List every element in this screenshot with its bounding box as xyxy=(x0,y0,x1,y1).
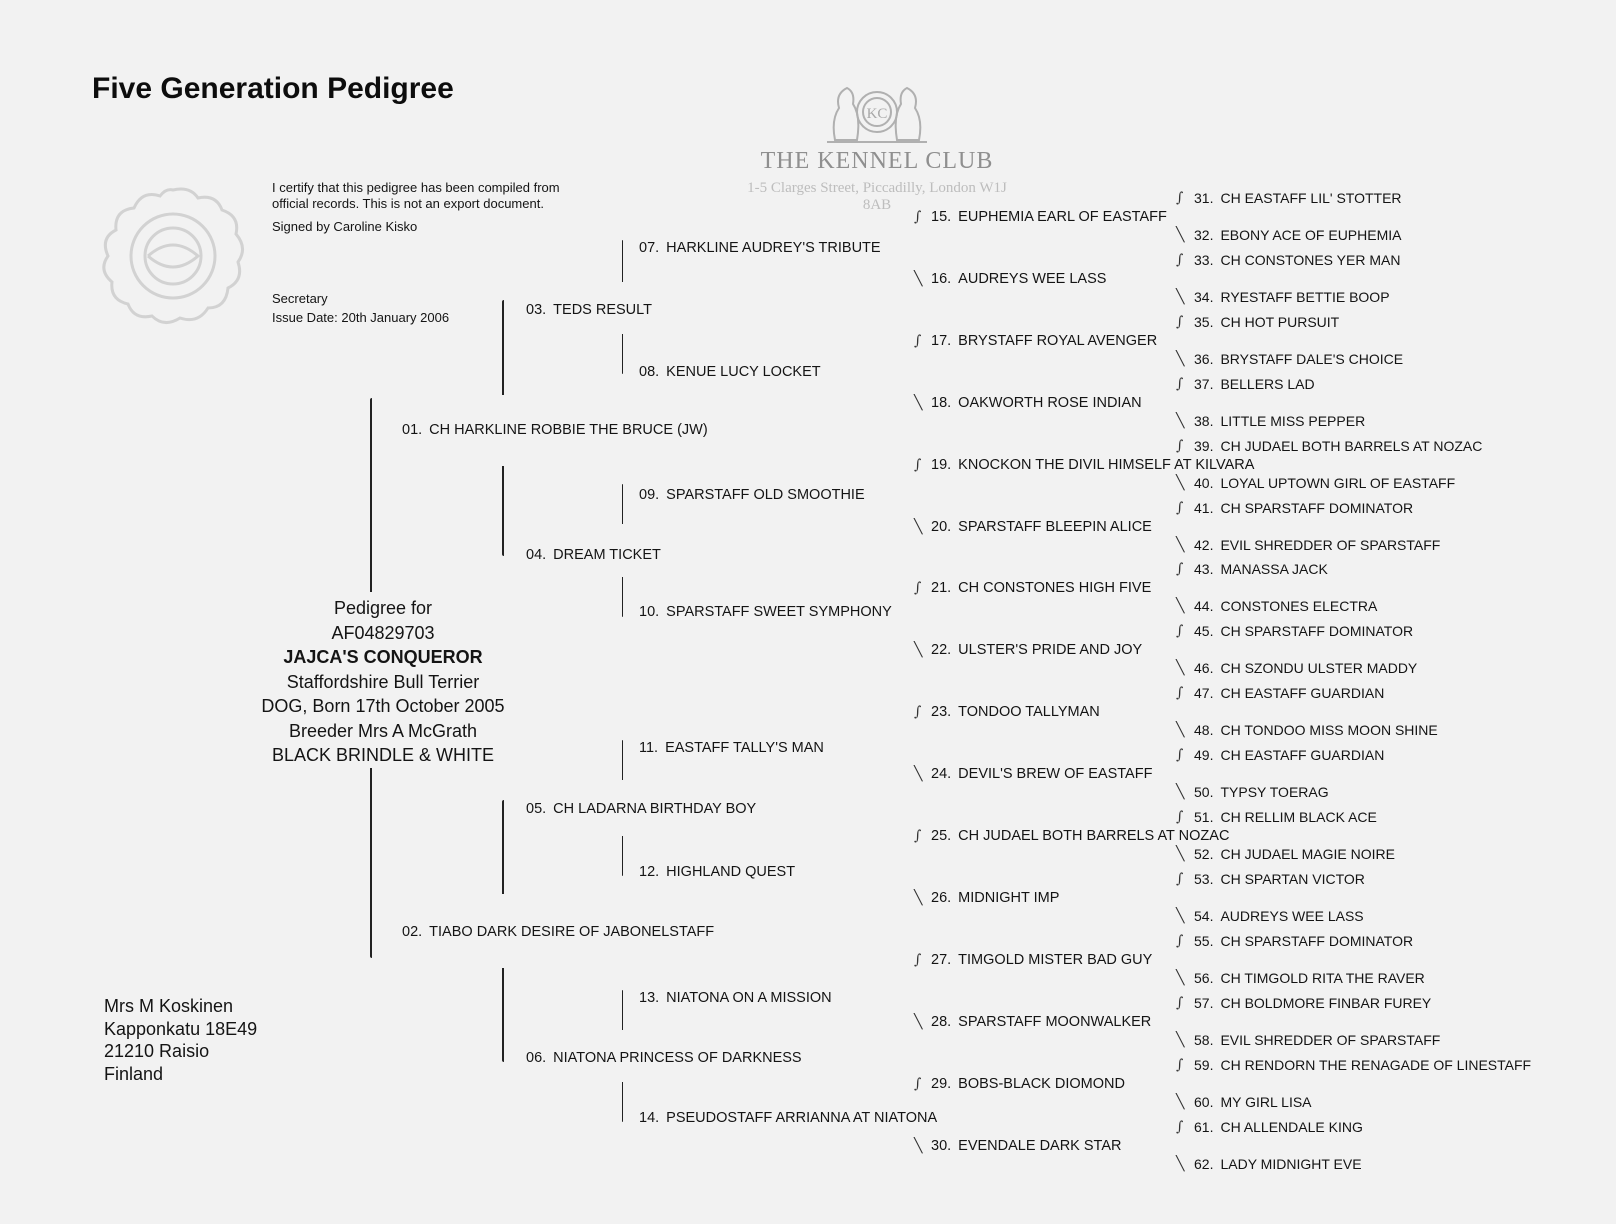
gen3-bracket-11 xyxy=(622,740,623,780)
pedigree-entry-51: 51. CH RELLIM BLACK ACE xyxy=(1194,809,1377,825)
pedigree-entry-61: 61. CH ALLENDALE KING xyxy=(1194,1119,1363,1135)
pedigree-entry-42: 42. EVIL SHREDDER OF SPARSTAFF xyxy=(1194,537,1441,553)
gen5-brace-bottom: ╲ xyxy=(1176,908,1185,924)
pedigree-entry-55: 55. CH SPARSTAFF DOMINATOR xyxy=(1194,933,1414,949)
gen4-brace-top: ∫ xyxy=(914,704,922,720)
gen1-dam-bracket xyxy=(370,768,372,958)
gen4-brace-bottom: ╲ xyxy=(914,1138,923,1154)
pedigree-entry-01: 01. CH HARKLINE ROBBIE THE BRUCE (JW) xyxy=(402,422,708,438)
pedigree-entry-09: 09. SPARSTAFF OLD SMOOTHIE xyxy=(639,487,865,503)
gen2-bracket-06 xyxy=(502,968,504,1062)
gen5-brace-top: ∫ xyxy=(1176,314,1184,330)
kennel-club-crest-icon xyxy=(817,80,937,146)
gen4-brace-top: ∫ xyxy=(914,457,922,473)
dog-breeder: Breeder Mrs A McGrath xyxy=(288,720,478,741)
gen5-brace-bottom: ╲ xyxy=(1176,475,1185,491)
gen3-bracket-10 xyxy=(622,577,623,617)
pedigree-entry-28: 28. SPARSTAFF MOONWALKER xyxy=(931,1014,1152,1030)
dog-name: JAJCA'S CONQUEROR xyxy=(283,647,483,667)
gen3-bracket-08 xyxy=(622,334,623,374)
pedigree-entry-34: 34. RYESTAFF BETTIE BOOP xyxy=(1194,289,1390,305)
pedigree-entry-24: 24. DEVIL'S BREW OF EASTAFF xyxy=(931,766,1153,782)
gen4-brace-bottom: ╲ xyxy=(914,1014,923,1030)
pedigree-entry-15: 15. EUPHEMIA EARL OF EASTAFF xyxy=(931,209,1167,225)
pedigree-entry-60: 60. MY GIRL LISA xyxy=(1194,1094,1312,1110)
gen5-brace-top: ∫ xyxy=(1176,1057,1184,1073)
pedigree-entry-08: 08. KENUE LUCY LOCKET xyxy=(639,364,821,380)
gen5-brace-bottom: ╲ xyxy=(1176,289,1185,305)
gen5-brace-top: ∫ xyxy=(1176,685,1184,701)
gen4-brace-top: ∫ xyxy=(914,952,922,968)
gen4-brace-top: ∫ xyxy=(914,828,922,844)
embossed-seal-icon xyxy=(98,184,248,329)
gen5-brace-top: ∫ xyxy=(1176,190,1184,206)
gen5-brace-top: ∫ xyxy=(1176,500,1184,516)
gen5-brace-bottom: ╲ xyxy=(1176,598,1185,614)
pedigree-entry-29: 29. BOBS-BLACK DIOMOND xyxy=(931,1076,1125,1092)
dog-breed: Staffordshire Bull Terrier xyxy=(286,671,480,692)
gen5-brace-bottom: ╲ xyxy=(1176,227,1185,243)
gen3-bracket-09 xyxy=(622,484,623,524)
pedigree-entry-58: 58. EVIL SHREDDER OF SPARSTAFF xyxy=(1194,1032,1441,1048)
gen5-brace-top: ∫ xyxy=(1176,252,1184,268)
pedigree-entry-04: 04. DREAM TICKET xyxy=(526,547,661,563)
pedigree-entry-14: 14. PSEUDOSTAFF ARRIANNA AT NIATONA xyxy=(639,1110,938,1126)
pedigree-entry-19: 19. KNOCKON THE DIVIL HIMSELF AT KILVARA xyxy=(931,457,1255,473)
gen5-brace-top: ∫ xyxy=(1176,561,1184,577)
pedigree-entry-62: 62. LADY MIDNIGHT EVE xyxy=(1194,1156,1362,1172)
gen4-brace-top: ∫ xyxy=(914,580,922,596)
gen5-brace-top: ∫ xyxy=(1176,376,1184,392)
certification-line-2: official records. This is not an export document. xyxy=(272,196,544,211)
gen3-bracket-13 xyxy=(622,990,623,1030)
pedigree-entry-59: 59. CH RENDORN THE RENAGADE OF LINESTAFF xyxy=(1194,1057,1532,1073)
pedigree-entry-56: 56. CH TIMGOLD RITA THE RAVER xyxy=(1194,970,1425,986)
kennel-club-address: 1-5 Clarges Street, Piccadilly, London W1J 8AB xyxy=(747,180,1007,213)
pedigree-entry-52: 52. CH JUDAEL MAGIE NOIRE xyxy=(1194,846,1395,862)
gen5-brace-top: ∫ xyxy=(1176,871,1184,887)
kennel-club-logo xyxy=(737,80,1017,213)
gen5-brace-top: ∫ xyxy=(1176,933,1184,949)
pedigree-entry-54: 54. AUDREYS WEE LASS xyxy=(1194,908,1364,924)
pedigree-entry-53: 53. CH SPARTAN VICTOR xyxy=(1194,871,1365,887)
pedigree-entry-06: 06. NIATONA PRINCESS OF DARKNESS xyxy=(526,1050,802,1066)
pedigree-entry-10: 10. SPARSTAFF SWEET SYMPHONY xyxy=(639,604,892,620)
signed-by: Signed by Caroline Kisko xyxy=(272,219,418,234)
gen5-brace-bottom: ╲ xyxy=(1176,722,1185,738)
pedigree-entry-38: 38. LITTLE MISS PEPPER xyxy=(1194,413,1366,429)
certification-line-1: I certify that this pedigree has been compiled from xyxy=(272,180,560,195)
pedigree-entry-07: 07. HARKLINE AUDREY'S TRIBUTE xyxy=(639,240,881,256)
page-title: Five Generation Pedigree xyxy=(92,72,454,105)
gen2-bracket-04 xyxy=(502,466,504,556)
pedigree-entry-50: 50. TYPSY TOERAG xyxy=(1194,784,1329,800)
dog-sex-dob: DOG, Born 17th October 2005 xyxy=(261,696,505,716)
pedigree-entry-22: 22. ULSTER'S PRIDE AND JOY xyxy=(931,642,1143,658)
gen4-brace-top: ∫ xyxy=(914,209,922,225)
pedigree-entry-17: 17. BRYSTAFF ROYAL AVENGER xyxy=(931,333,1158,349)
pedigree-for-label: Pedigree for xyxy=(333,598,433,618)
gen3-bracket-07 xyxy=(622,240,623,282)
owner-street: Kapponkatu 18E49 xyxy=(104,1018,258,1039)
dog-colour: BLACK BRINDLE & WHITE xyxy=(271,745,495,765)
pedigree-entry-43: 43. MANASSA JACK xyxy=(1194,561,1328,577)
pedigree-entry-41: 41. CH SPARSTAFF DOMINATOR xyxy=(1194,500,1414,516)
gen5-brace-bottom: ╲ xyxy=(1176,1032,1185,1048)
pedigree-entry-45: 45. CH SPARSTAFF DOMINATOR xyxy=(1194,623,1414,639)
pedigree-entry-13: 13. NIATONA ON A MISSION xyxy=(639,990,832,1006)
dog-info xyxy=(230,596,536,768)
gen4-brace-top: ∫ xyxy=(914,333,922,349)
pedigree-entry-33: 33. CH CONSTONES YER MAN xyxy=(1194,252,1401,268)
gen2-bracket-03 xyxy=(502,300,504,395)
gen4-brace-bottom: ╲ xyxy=(914,890,923,906)
pedigree-entry-44: 44. CONSTONES ELECTRA xyxy=(1194,598,1378,614)
pedigree-entry-57: 57. CH BOLDMORE FINBAR FUREY xyxy=(1194,995,1432,1011)
gen1-sire-bracket xyxy=(370,398,372,592)
kennel-club-name: THE KENNEL CLUB xyxy=(760,148,994,174)
gen5-brace-top: ∫ xyxy=(1176,747,1184,763)
pedigree-entry-47: 47. CH EASTAFF GUARDIAN xyxy=(1194,685,1385,701)
pedigree-entry-03: 03. TEDS RESULT xyxy=(526,302,653,318)
issue-date: Issue Date: 20th January 2006 xyxy=(272,310,450,325)
pedigree-entry-23: 23. TONDOO TALLYMAN xyxy=(931,704,1100,720)
gen5-brace-top: ∫ xyxy=(1176,809,1184,825)
pedigree-entry-11: 11. EASTAFF TALLY'S MAN xyxy=(639,740,824,756)
gen5-brace-top: ∫ xyxy=(1176,995,1184,1011)
pedigree-entry-16: 16. AUDREYS WEE LASS xyxy=(931,271,1107,287)
owner-city: 21210 Raisio xyxy=(104,1041,210,1061)
pedigree-entry-05: 05. CH LADARNA BIRTHDAY BOY xyxy=(526,801,757,817)
pedigree-entry-02: 02. TIABO DARK DESIRE OF JABONELSTAFF xyxy=(402,924,715,940)
gen5-brace-top: ∫ xyxy=(1176,1119,1184,1135)
pedigree-entry-49: 49. CH EASTAFF GUARDIAN xyxy=(1194,747,1385,763)
gen5-brace-bottom: ╲ xyxy=(1176,846,1185,862)
gen5-brace-bottom: ╲ xyxy=(1176,413,1185,429)
pedigree-entry-26: 26. MIDNIGHT IMP xyxy=(931,890,1060,906)
gen3-bracket-14 xyxy=(622,1082,623,1122)
gen4-brace-bottom: ╲ xyxy=(914,519,923,535)
owner-name: Mrs M Koskinen xyxy=(104,996,234,1016)
pedigree-entry-31: 31. CH EASTAFF LIL' STOTTER xyxy=(1194,190,1402,206)
gen3-bracket-12 xyxy=(622,836,623,876)
kc-monogram: KC xyxy=(866,106,888,122)
signatory-role: Secretary xyxy=(272,291,328,306)
gen4-brace-top: ∫ xyxy=(914,1076,922,1092)
owner-country: Finland xyxy=(104,1063,164,1084)
owner-address xyxy=(104,995,257,1085)
gen5-brace-bottom: ╲ xyxy=(1176,1156,1185,1172)
gen5-brace-bottom: ╲ xyxy=(1176,784,1185,800)
pedigree-entry-18: 18. OAKWORTH ROSE INDIAN xyxy=(931,395,1142,411)
pedigree-entry-32: 32. EBONY ACE OF EUPHEMIA xyxy=(1194,227,1402,243)
gen5-brace-bottom: ╲ xyxy=(1176,660,1185,676)
gen5-brace-bottom: ╲ xyxy=(1176,351,1185,367)
gen5-brace-bottom: ╲ xyxy=(1176,1094,1185,1110)
gen5-brace-top: ∫ xyxy=(1176,623,1184,639)
gen4-brace-bottom: ╲ xyxy=(914,766,923,782)
pedigree-entry-21: 21. CH CONSTONES HIGH FIVE xyxy=(931,580,1152,596)
gen5-brace-bottom: ╲ xyxy=(1176,537,1185,553)
pedigree-entry-48: 48. CH TONDOO MISS MOON SHINE xyxy=(1194,722,1438,738)
pedigree-entry-30: 30. EVENDALE DARK STAR xyxy=(931,1138,1122,1154)
gen5-brace-bottom: ╲ xyxy=(1176,970,1185,986)
gen5-brace-top: ∫ xyxy=(1176,438,1184,454)
pedigree-entry-27: 27. TIMGOLD MISTER BAD GUY xyxy=(931,952,1153,968)
gen2-bracket-05 xyxy=(502,800,504,894)
pedigree-entry-39: 39. CH JUDAEL BOTH BARRELS AT NOZAC xyxy=(1194,438,1483,454)
pedigree-entry-46: 46. CH SZONDU ULSTER MADDY xyxy=(1194,660,1418,676)
registration-number: AF04829703 xyxy=(331,622,435,643)
gen4-brace-bottom: ╲ xyxy=(914,395,923,411)
pedigree-entry-36: 36. BRYSTAFF DALE'S CHOICE xyxy=(1194,351,1404,367)
pedigree-entry-20: 20. SPARSTAFF BLEEPIN ALICE xyxy=(931,519,1152,535)
gen4-brace-bottom: ╲ xyxy=(914,642,923,658)
pedigree-entry-37: 37. BELLERS LAD xyxy=(1194,376,1315,392)
pedigree-entry-25: 25. CH JUDAEL BOTH BARRELS AT NOZAC xyxy=(931,828,1230,844)
pedigree-entry-12: 12. HIGHLAND QUEST xyxy=(639,864,796,880)
gen4-brace-bottom: ╲ xyxy=(914,271,923,287)
pedigree-entry-35: 35. CH HOT PURSUIT xyxy=(1194,314,1340,330)
pedigree-entry-40: 40. LOYAL UPTOWN GIRL OF EASTAFF xyxy=(1194,475,1456,491)
